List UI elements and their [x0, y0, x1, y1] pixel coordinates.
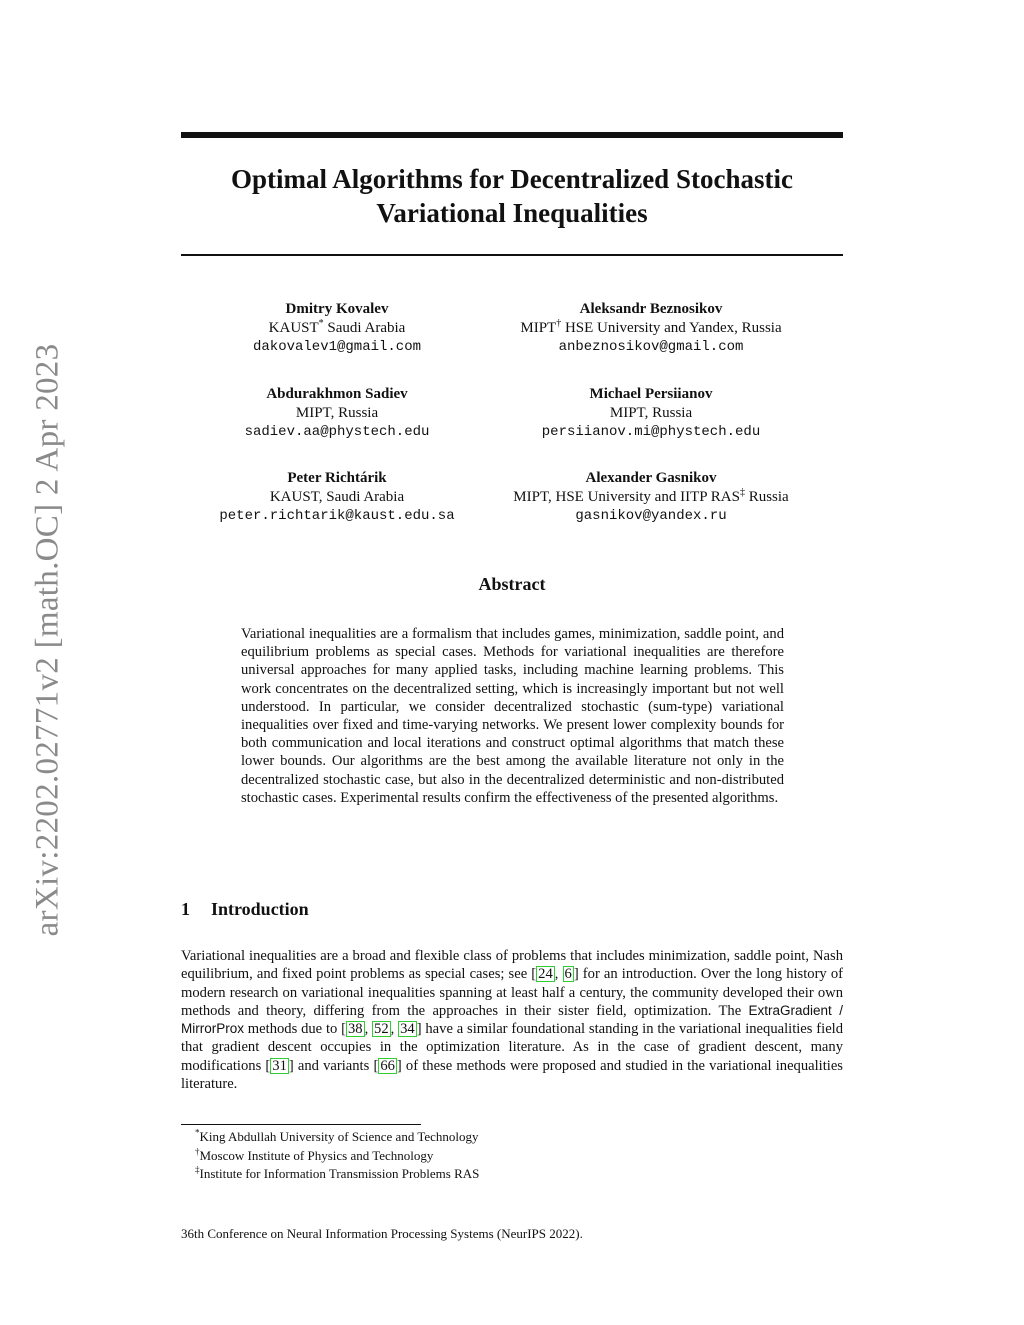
author-name: Aleksandr Beznosikov	[579, 301, 723, 317]
author-beznosikov	[486, 300, 816, 357]
author-email[interactable]: sadiev.aa@phystech.edu	[244, 424, 430, 440]
author-affiliation: MIPT† HSE University and Yandex, Russia	[520, 318, 782, 336]
author-name: Peter Richtárik	[287, 470, 387, 486]
title-line-2: Variational Inequalities	[376, 198, 648, 228]
author-email[interactable]: dakovalev1@gmail.com	[252, 339, 422, 355]
author-richtarik	[172, 469, 502, 526]
author-sadiev	[172, 385, 502, 442]
citation-link[interactable]: 31	[272, 1057, 287, 1074]
author-affiliation: MIPT, HSE University and IITP RAS‡ Russia	[513, 487, 789, 505]
title-rule-top	[181, 132, 843, 138]
section-number: 1	[181, 899, 190, 919]
author-gasnikov	[486, 469, 816, 526]
abstract-heading: Abstract	[478, 574, 546, 594]
citation-link[interactable]: 38	[347, 1021, 363, 1038]
citation-link[interactable]: 52	[374, 1021, 389, 1038]
paper-title	[181, 162, 843, 230]
section-title: Introduction	[211, 899, 309, 919]
method-name: MirrorProx	[181, 1021, 244, 1037]
author-email[interactable]: persiianov.mi@phystech.edu	[541, 424, 761, 440]
footnote: ‡Institute for Information Transmission Problems RAS	[195, 1164, 480, 1181]
section-heading-introduction	[181, 899, 309, 920]
author-name: Abdurakhmon Sadiev	[266, 386, 408, 402]
author-persiianov	[486, 385, 816, 442]
citation-link[interactable]: 6	[564, 966, 572, 983]
author-affiliation: KAUST* Saudi Arabia	[268, 318, 406, 336]
author-kovalev	[172, 300, 502, 357]
author-affiliation: MIPT, Russia	[295, 405, 379, 421]
author-name: Michael Persiianov	[589, 386, 713, 402]
author-affiliation: KAUST, Saudi Arabia	[269, 489, 405, 505]
footnote-rule	[181, 1124, 421, 1125]
introduction-paragraph: Variational inequalities are a broad and flexible class of problems that includes minimization, saddle point, Nash equilibrium, and fixed point problems as special cases; see [ 24 , 6 ] for an introduction. Over the long history of modern research on variational inequalities spanning at least half a century, the community developed their own methods and theory, differing from the approaches in their sister field, optimization. The ExtraGradient / MirrorProx methods due to [ 38 , 52 , 34 ] have a similar foundational standing in the variational inequalities field that gradient descent occupies in the optimization literature. As in the case of gradient descent, many modifications [ 31 ] and variants [ 66 ] of these methods were proposed and studied in the variational inequalities literature.	[181, 948, 844, 1093]
footnotes	[195, 1128, 479, 1184]
citation-link[interactable]: 34	[400, 1021, 415, 1038]
author-email[interactable]: gasnikov@yandex.ru	[575, 508, 727, 524]
author-email[interactable]: peter.richtarik@kaust.edu.sa	[219, 508, 455, 524]
abstract-body: Variational inequalities are a formalism that includes games, minimization, saddle point, and equilibrium problems as special cases. Methods for variational inequalities are therefore universal approaches for many applied tasks, including machine learning problems. This work concentrates on the decentralized setting, which is increasingly important but not well understood. In particular, we consider decentralized stochastic (sum-type) variational inequalities over fixed and time-varying networks. We present lower complexity bounds for both communication and local iterations and construct optimal algorithms that match these lower bounds. Our algorithms are the best among the available literature not only in the decentralized stochastic case, but also in the decentralized deterministic and non-distributed stochastic cases. Experimental results confirm the effectiveness of the presented algorithms.	[241, 626, 784, 806]
footnote: †Moscow Institute of Physics and Technology	[195, 1146, 434, 1163]
author-email[interactable]: anbeznosikov@gmail.com	[558, 339, 744, 355]
author-affiliation: MIPT, Russia	[609, 405, 693, 421]
arxiv-stamp: arXiv:2202.02771v2 [math.OC] 2 Apr 2023	[29, 343, 66, 937]
title-rule-bottom	[181, 254, 843, 256]
citation-link[interactable]: 24	[538, 966, 553, 983]
author-name: Dmitry Kovalev	[285, 301, 389, 317]
author-name: Alexander Gasnikov	[585, 470, 717, 486]
citation-link[interactable]: 66	[380, 1057, 395, 1074]
method-name: ExtraGradient	[748, 1002, 832, 1018]
footnote: *King Abdullah University of Science and Technology	[195, 1127, 479, 1144]
venue-note: 36th Conference on Neural Information Processing Systems (NeurIPS 2022).	[181, 1226, 583, 1241]
title-line-1: Optimal Algorithms for Decentralized Stochastic	[231, 164, 793, 194]
